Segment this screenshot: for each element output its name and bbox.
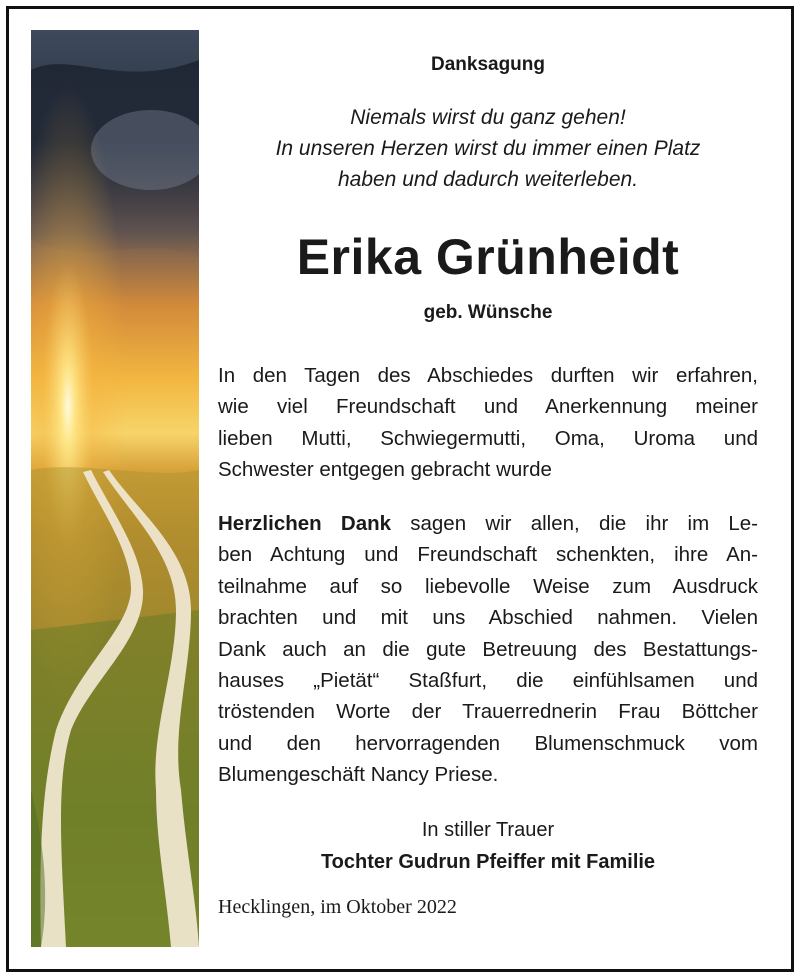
- motto-line: haben und dadurch weiterleben.: [337, 168, 639, 191]
- deceased-name: Erika Grünheidt: [296, 229, 680, 285]
- paragraph-line: In den Tagen des Abschiedes durften wir erfahren,: [218, 364, 758, 387]
- paragraph-thanks: [218, 508, 758, 791]
- paragraph-line: lieben Mutti, Schwiegermutti, Oma, Uroma und: [218, 426, 758, 450]
- closing-line: In stiller Trauer: [421, 819, 555, 841]
- paragraph-line: hauses „Pietät“ Staßfurt, die einfühlsamen und: [218, 669, 758, 693]
- paragraph-farewell: [218, 360, 758, 486]
- place-and-date: Hecklingen, im Oktober 2022: [218, 896, 457, 918]
- paragraph-line: Schwester entgegen gebracht wurde: [218, 458, 552, 482]
- paragraph-line: Dank auch an die gute Betreuung des Bestattungs-: [218, 637, 758, 661]
- birth-name: geb. Wünsche: [423, 302, 553, 323]
- paragraph-line: Blumengeschäft Nancy Priese.: [218, 763, 499, 787]
- thanks-emphasis: Herzlichen Dank: [218, 512, 392, 535]
- paragraph-line: ben Achtung und Freundschaft schenkten, ihre An-: [218, 543, 758, 567]
- motto-verse: [218, 102, 758, 195]
- motto-line: In unseren Herzen wirst du immer einen Platz: [275, 137, 701, 160]
- paragraph-line: tröstenden Worte der Trauerrednerin Frau Böttcher: [218, 700, 758, 724]
- paragraph-line: teilnahme auf so liebevolle Weise zum Ausdruck: [218, 574, 758, 598]
- motto-line: Niemals wirst du ganz gehen!: [350, 106, 626, 129]
- sunset-field-path-photo: [31, 30, 199, 947]
- paragraph-line: brachten und mit uns Abschied nahmen. Vielen: [218, 606, 758, 630]
- paragraph-line: wie viel Freundschaft und Anerkennung meiner: [218, 395, 758, 419]
- notice-heading: Danksagung: [430, 54, 546, 75]
- paragraph-line-rest: sagen wir allen, die ihr im Le-: [391, 512, 758, 535]
- closing-block: [218, 814, 758, 878]
- mourners-family: Tochter Gudrun Pfeiffer mit Familie: [320, 851, 656, 873]
- paragraph-line: und den hervorragenden Blumenschmuck vom: [218, 731, 758, 755]
- paragraph-line: [218, 508, 758, 539]
